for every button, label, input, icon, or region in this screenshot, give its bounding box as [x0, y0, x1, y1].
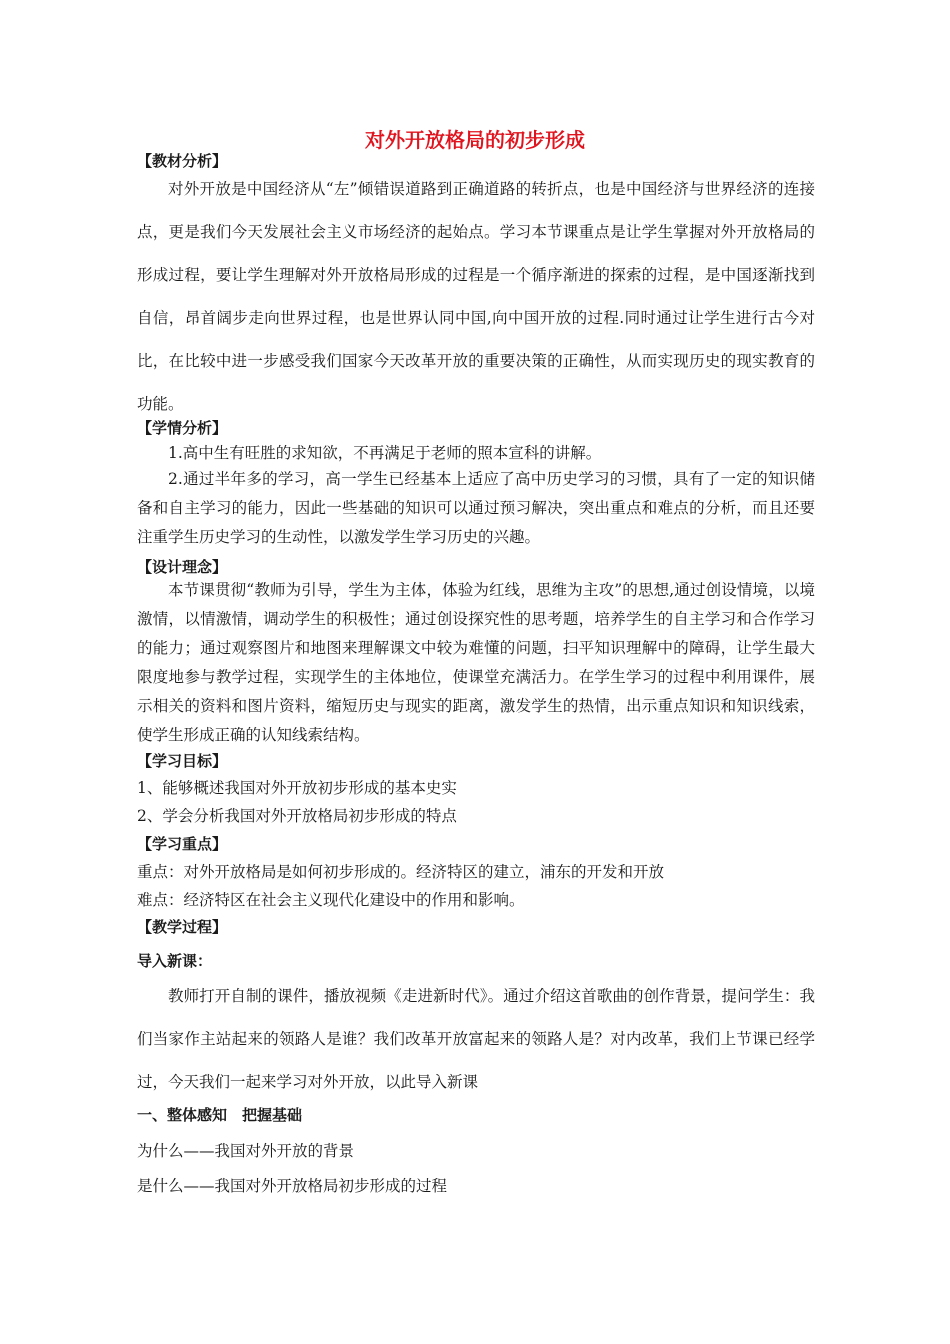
student-analysis-item-2: 2.通过半年多的学习，高一学生已经基本上适应了高中历史学习的习惯，具有了一定的知识储备和自主学习的能力，因此一些基础的知识可以通过预习解决，突出重点和难点的分析，而且还要注重学生历史学习的生动性，以激发学生学习历史的兴趣。: [137, 470, 815, 546]
document-title: 对外开放格局的初步形成: [365, 128, 585, 152]
heading-learning-goals: 【学习目标】: [137, 752, 228, 770]
heading-material-analysis: 【教材分析】: [137, 152, 228, 170]
heading-teaching-process: 【教学过程】: [137, 918, 228, 936]
paragraph-design-concept: 本节课贯彻“教师为引导，学生为主体，体验为红线，思维为主攻”的思想,通过创设情境，以境激情，以情激情，调动学生的积极性；通过创设探究性的思考题，培养学生的自主学习和合作学习的能力；通过观察图片和地图来理解课文中较为难懂的问题，扫平知识理解中的障碍，让学生最大限度地参与教学过程，实现学生的主体地位，使课堂充满活力。在学生学习的过程中利用课件，展示相关的资料和图片资料，缩短历史与现实的距离，激发学生的热情，出示重点知识和知识线索，使学生形成正确的认知线索结构。: [137, 581, 815, 744]
heading-introduction: 导入新课：: [137, 952, 213, 970]
line-why: 为什么——我国对外开放的背景: [137, 1142, 355, 1160]
paragraph-material-analysis: 对外开放是中国经济从“左”倾错误道路到正确道路的转折点，也是中国经济与世界经济的连接点，更是我们今天发展社会主义市场经济的起始点。学习本节课重点是让学生掌握对外开放格局的形成过程，要让学生理解对外开放格局形成的过程是一个循序渐进的探索的过程，是中国逐渐找到自信，昂首阔步走向世界过程，也是世界认同中国,向中国开放的过程.同时通过让学生进行古今对比，在比较中进一步感受我们国家今天改革开放的重要决策的正确性，从而实现历史的现实教育的功能。: [137, 180, 815, 413]
heading-learning-focus: 【学习重点】: [137, 835, 228, 853]
student-analysis-item-1: 1.高中生有旺胜的求知欲，不再满足于老师的照本宣科的讲解。: [168, 444, 602, 462]
learning-goal-2: 2、学会分析我国对外开放格局初步形成的特点: [137, 807, 457, 825]
focus-key-point: 重点：对外开放格局是如何初步形成的。经济特区的建立，浦东的开发和开放: [137, 863, 665, 881]
line-what: 是什么——我国对外开放格局初步形成的过程: [137, 1177, 448, 1195]
focus-difficult-point: 难点：经济特区在社会主义现代化建设中的作用和影响。: [137, 891, 525, 909]
heading-design-concept: 【设计理念】: [137, 558, 228, 576]
heading-part-one: 一、整体感知 把握基础: [137, 1106, 303, 1124]
paragraph-introduction: 教师打开自制的课件，播放视频《走进新时代》。通过介绍这首歌曲的创作背景，提问学生：我们当家作主站起来的领路人是谁？我们改革开放富起来的领路人是？对内改革，我们上节课已经学过，今天我们一起来学习对外开放，以此导入新课: [137, 987, 815, 1091]
learning-goal-1: 1、能够概述我国对外开放初步形成的基本史实: [137, 779, 457, 797]
heading-student-analysis: 【学情分析】: [137, 419, 228, 437]
